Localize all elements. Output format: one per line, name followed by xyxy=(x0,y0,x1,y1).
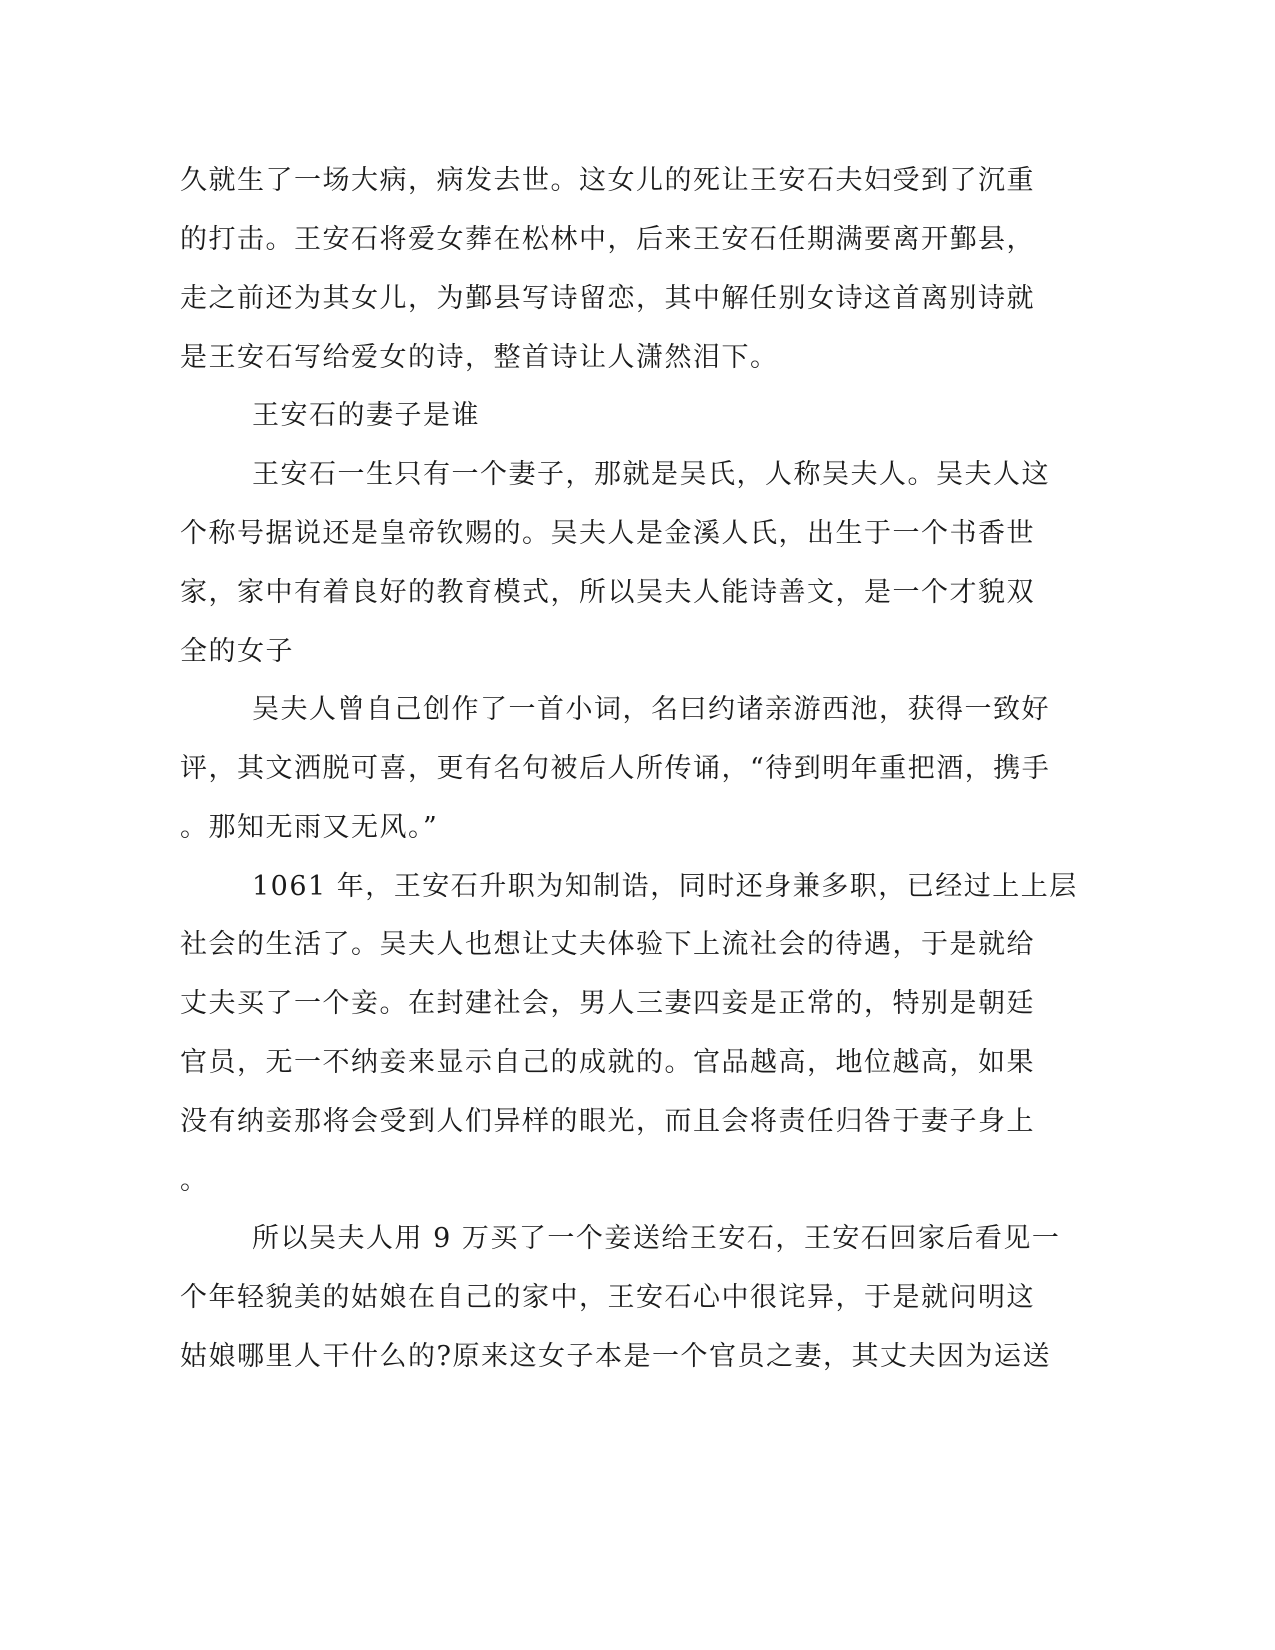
text-line-14: 社会的生活了。吴夫人也想让丈夫体验下上流社会的待遇，于是就给 xyxy=(180,929,1035,960)
text-line-15: 丈夫买了一个妾。在封建社会，男人三妻四妾是正常的，特别是朝廷 xyxy=(180,988,1035,1019)
text-line-6: 王安石一生只有一个妻子，那就是吴氏，人称吴夫人。吴夫人这 xyxy=(252,459,1050,490)
text-line-3: 走之前还为其女儿，为鄞县写诗留恋，其中解任别女诗这首离别诗就 xyxy=(180,283,1035,314)
text-line-11: 评，其文洒脱可喜，更有名句被后人所传诵，“待到明年重把酒，携手 xyxy=(180,753,1051,784)
text-line-12: 。那知无雨又无风。” xyxy=(180,812,439,843)
text-line-10: 吴夫人曾自己创作了一首小词，名曰约诸亲游西池，获得一致好 xyxy=(252,694,1050,725)
text-line-9: 全的女子 xyxy=(180,636,294,667)
text-line-19: 所以吴夫人用 9 万买了一个妾送给王安石，王安石回家后看见一 xyxy=(252,1223,1061,1254)
text-line-4: 是王安石写给爱女的诗，整首诗让人潇然泪下。 xyxy=(180,342,779,373)
text-line-16: 官员，无一不纳妾来显示自己的成就的。官品越高，地位越高，如果 xyxy=(180,1047,1035,1078)
text-line-17: 没有纳妾那将会受到人们异样的眼光，而且会将责任归咎于妻子身上 xyxy=(180,1106,1035,1137)
text-line-18: 。 xyxy=(180,1165,209,1196)
text-line-21: 姑娘哪里人干什么的?原来这女子本是一个官员之妻，其丈夫因为运送 xyxy=(180,1341,1051,1372)
text-line-7: 个称号据说还是皇帝钦赐的。吴夫人是金溪人氏，出生于一个书香世 xyxy=(180,518,1035,549)
text-line-8: 家，家中有着良好的教育模式，所以吴夫人能诗善文，是一个才貌双 xyxy=(180,577,1035,608)
section-heading: 王安石的妻子是谁 xyxy=(252,400,480,431)
text-line-2: 的打击。王安石将爱女葬在松林中，后来王安石任期满要离开鄞县， xyxy=(180,224,1035,255)
text-line-13: 1061 年，王安石升职为知制诰，同时还身兼多职，已经过上上层 xyxy=(252,871,1078,902)
text-line-1: 久就生了一场大病，病发去世。这女儿的死让王安石夫妇受到了沉重 xyxy=(180,165,1035,196)
text-line-20: 个年轻貌美的姑娘在自己的家中，王安石心中很诧异，于是就问明这 xyxy=(180,1282,1035,1313)
